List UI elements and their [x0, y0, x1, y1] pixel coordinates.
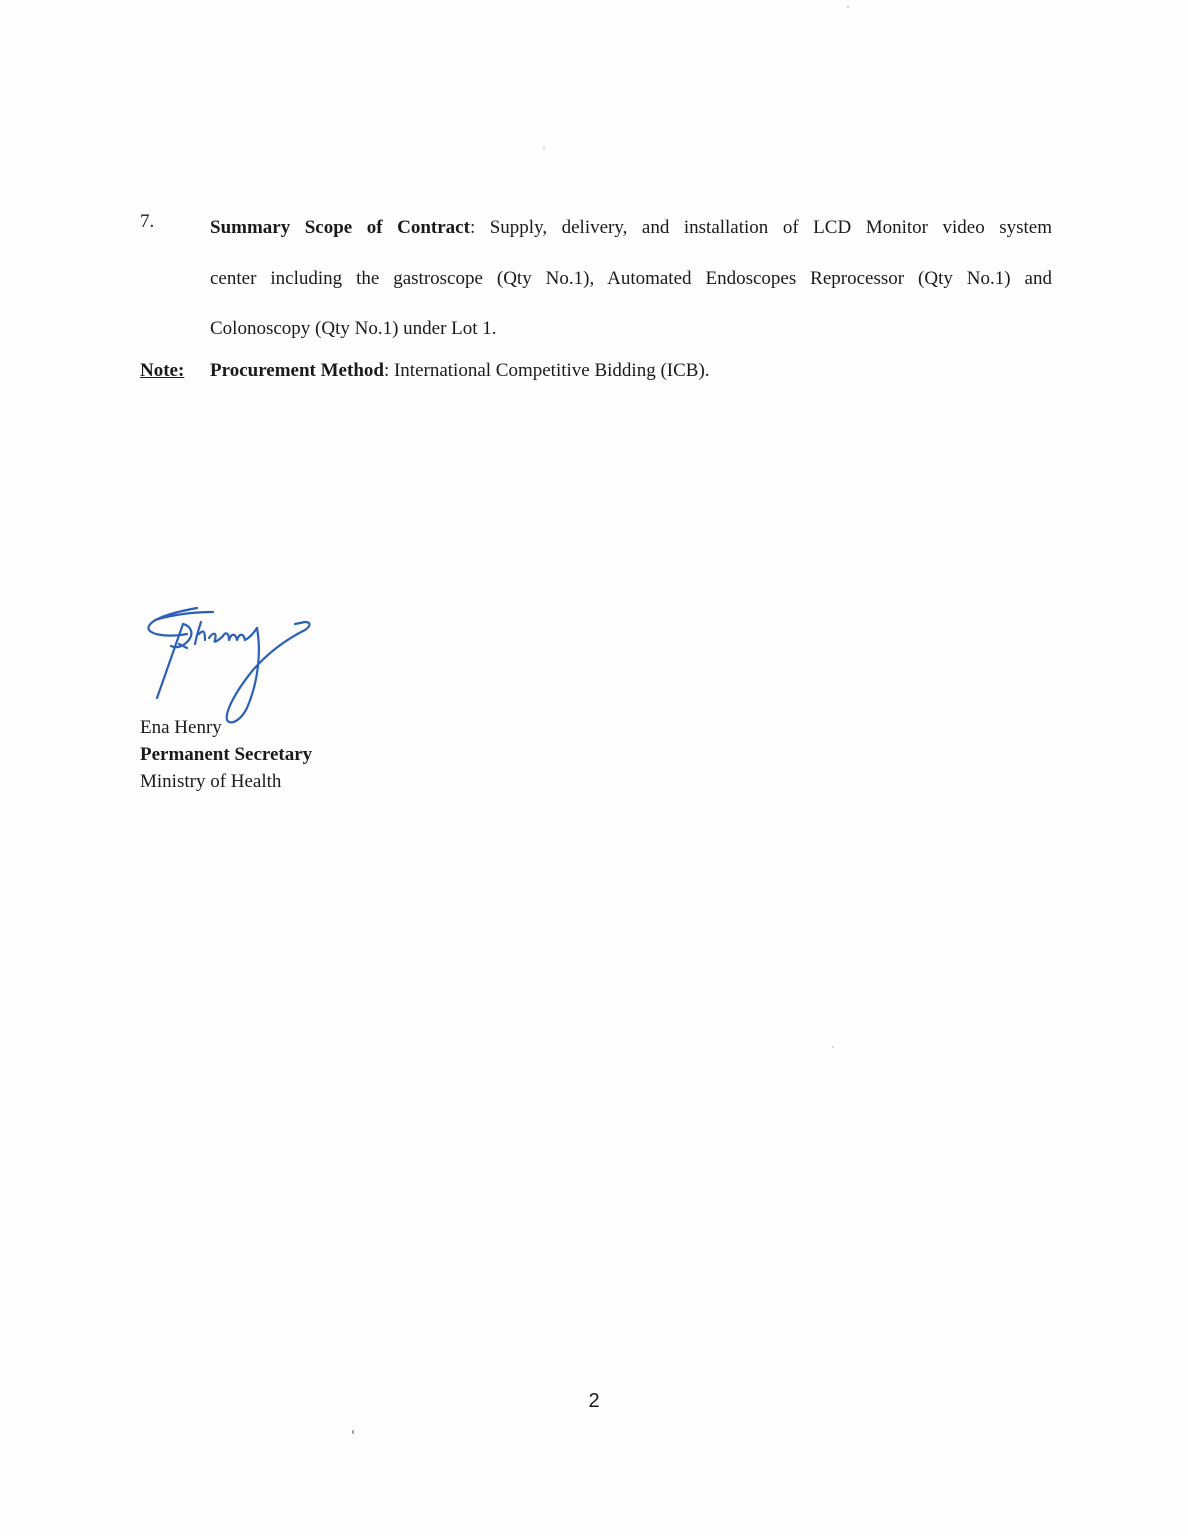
item-number: 7.	[140, 211, 155, 232]
scan-speck	[543, 147, 545, 149]
signatory-block	[140, 714, 312, 795]
scan-speck	[847, 6, 849, 8]
note-text	[210, 360, 710, 382]
scan-speck	[352, 1430, 354, 1434]
signatory-name: Ena Henry	[140, 717, 222, 738]
note-label: Note:	[140, 360, 185, 381]
item-7-line-3: Colonoscopy (Qty No.1) under Lot 1.	[210, 318, 497, 339]
item-7-body	[210, 203, 1052, 355]
page-number: 2	[588, 1390, 600, 1412]
item-7-line-1	[210, 203, 1052, 254]
scope-text-line-1: : Supply, delivery, and installation of LCD Monitor video system	[469, 217, 1053, 238]
signatory-organization: Ministry of Health	[140, 771, 282, 792]
scope-heading: Summary Scope of Contract	[210, 217, 470, 238]
signatory-title: Permanent Secretary	[140, 744, 313, 765]
procurement-text: : International Competitive Bidding (ICB).	[383, 360, 710, 381]
handwritten-signature	[135, 600, 315, 730]
scan-speck	[832, 1046, 834, 1048]
procurement-heading: Procurement Method	[210, 360, 384, 381]
item-7-line-2: center including the gastroscope (Qty No.1), Automated Endoscopes Reprocessor (Qty No.1) and	[210, 267, 1052, 289]
